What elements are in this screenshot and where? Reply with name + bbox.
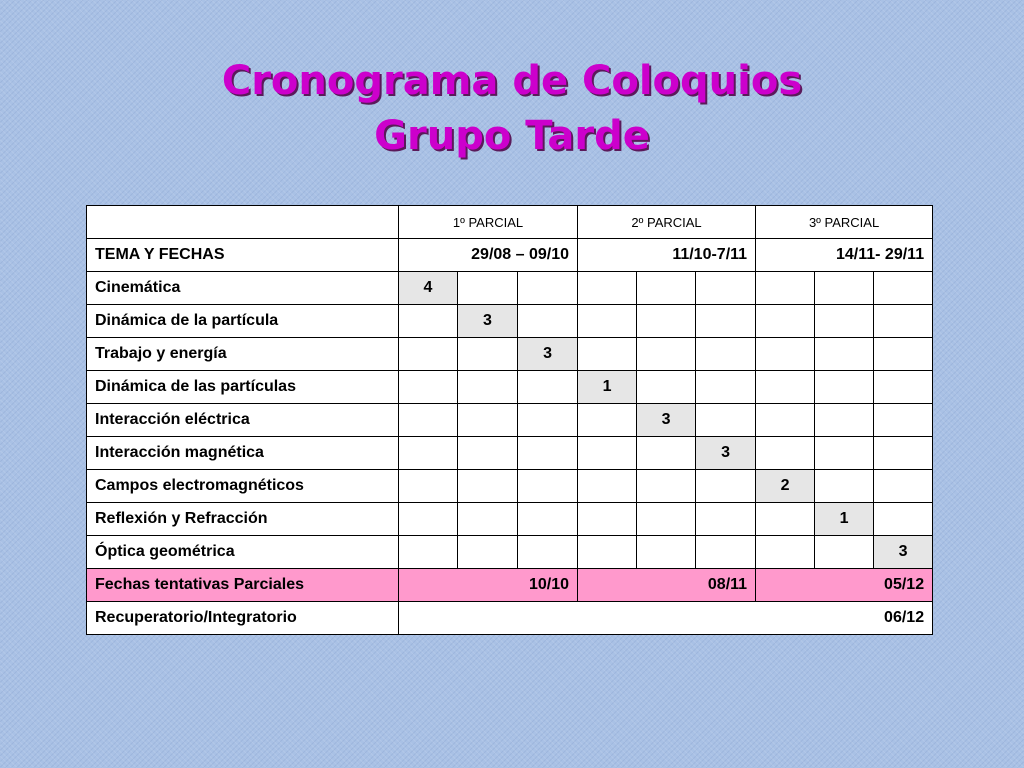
empty-slot-cell xyxy=(399,404,458,437)
header-row xyxy=(87,206,933,239)
empty-slot-cell xyxy=(399,503,458,536)
empty-slot-cell xyxy=(696,536,756,569)
coloquio-count-cell: 3 xyxy=(458,305,518,338)
header-corner-cell xyxy=(87,206,399,239)
header-parcial-2: 2º PARCIAL xyxy=(578,206,756,239)
empty-slot-cell xyxy=(756,305,815,338)
empty-slot-cell xyxy=(458,503,518,536)
empty-slot-cell xyxy=(578,305,637,338)
empty-slot-cell xyxy=(874,272,933,305)
empty-slot-cell xyxy=(518,536,578,569)
empty-slot-cell xyxy=(756,536,815,569)
empty-slot-cell xyxy=(578,338,637,371)
empty-slot-cell xyxy=(578,437,637,470)
topic-label: Campos electromagnéticos xyxy=(87,470,399,503)
fecha-parcial-3: 05/12 xyxy=(756,569,933,602)
empty-slot-cell xyxy=(399,338,458,371)
empty-slot-cell xyxy=(637,536,696,569)
coloquio-count-cell: 3 xyxy=(518,338,578,371)
empty-slot-cell xyxy=(815,272,874,305)
coloquio-count-cell: 3 xyxy=(637,404,696,437)
topic-label: Dinámica de las partículas xyxy=(87,371,399,404)
empty-slot-cell xyxy=(815,470,874,503)
empty-slot-cell xyxy=(637,503,696,536)
topic-label: Interacción magnética xyxy=(87,437,399,470)
date-range-2: 11/10-7/11 xyxy=(578,239,756,272)
topic-row xyxy=(87,272,933,305)
empty-slot-cell xyxy=(756,371,815,404)
recuperatorio-row xyxy=(87,602,933,635)
empty-slot-cell xyxy=(578,536,637,569)
empty-slot-cell xyxy=(696,404,756,437)
recuperatorio-date: 06/12 xyxy=(399,602,933,635)
empty-slot-cell xyxy=(518,470,578,503)
topic-row xyxy=(87,536,933,569)
date-range-1: 29/08 – 09/10 xyxy=(399,239,578,272)
empty-slot-cell xyxy=(637,338,696,371)
recuperatorio-row-label: Recuperatorio/Integratorio xyxy=(87,602,399,635)
empty-slot-cell xyxy=(874,371,933,404)
empty-slot-cell xyxy=(696,305,756,338)
empty-slot-cell xyxy=(696,371,756,404)
fecha-parcial-2: 08/11 xyxy=(578,569,756,602)
empty-slot-cell xyxy=(696,338,756,371)
empty-slot-cell xyxy=(458,470,518,503)
empty-slot-cell xyxy=(458,437,518,470)
empty-slot-cell xyxy=(578,272,637,305)
fechas-row-label: Fechas tentativas Parciales xyxy=(87,569,399,602)
empty-slot-cell xyxy=(399,536,458,569)
empty-slot-cell xyxy=(815,404,874,437)
empty-slot-cell xyxy=(696,470,756,503)
fechas-row xyxy=(87,569,933,602)
empty-slot-cell xyxy=(458,536,518,569)
schedule-table xyxy=(86,205,933,635)
page-subtitle: Grupo Tarde xyxy=(374,113,650,159)
empty-slot-cell xyxy=(518,371,578,404)
empty-slot-cell xyxy=(637,470,696,503)
empty-slot-cell xyxy=(874,470,933,503)
empty-slot-cell xyxy=(815,437,874,470)
empty-slot-cell xyxy=(458,272,518,305)
fecha-parcial-1: 10/10 xyxy=(399,569,578,602)
empty-slot-cell xyxy=(458,338,518,371)
header-parcial-1: 1º PARCIAL xyxy=(399,206,578,239)
empty-slot-cell xyxy=(756,272,815,305)
topic-row xyxy=(87,371,933,404)
topic-row xyxy=(87,437,933,470)
empty-slot-cell xyxy=(696,272,756,305)
topic-label: Dinámica de la partícula xyxy=(87,305,399,338)
topic-label: Óptica geométrica xyxy=(87,536,399,569)
coloquio-count-cell: 1 xyxy=(815,503,874,536)
topic-row xyxy=(87,305,933,338)
date-range-3: 14/11- 29/11 xyxy=(756,239,933,272)
empty-slot-cell xyxy=(637,371,696,404)
empty-slot-cell xyxy=(815,338,874,371)
empty-slot-cell xyxy=(458,371,518,404)
empty-slot-cell xyxy=(518,272,578,305)
empty-slot-cell xyxy=(874,305,933,338)
dates-row-label: TEMA Y FECHAS xyxy=(87,239,399,272)
empty-slot-cell xyxy=(637,272,696,305)
coloquio-count-cell: 2 xyxy=(756,470,815,503)
topic-label: Interacción eléctrica xyxy=(87,404,399,437)
empty-slot-cell xyxy=(874,437,933,470)
empty-slot-cell xyxy=(815,305,874,338)
topic-row xyxy=(87,503,933,536)
empty-slot-cell xyxy=(518,437,578,470)
coloquio-count-cell: 1 xyxy=(578,371,637,404)
empty-slot-cell xyxy=(756,437,815,470)
empty-slot-cell xyxy=(518,305,578,338)
empty-slot-cell xyxy=(815,371,874,404)
empty-slot-cell xyxy=(637,305,696,338)
topic-label: Cinemática xyxy=(87,272,399,305)
empty-slot-cell xyxy=(458,404,518,437)
empty-slot-cell xyxy=(578,470,637,503)
topic-row xyxy=(87,470,933,503)
empty-slot-cell xyxy=(399,305,458,338)
empty-slot-cell xyxy=(815,536,874,569)
empty-slot-cell xyxy=(696,503,756,536)
empty-slot-cell xyxy=(518,503,578,536)
empty-slot-cell xyxy=(399,371,458,404)
page-title: Cronograma de Coloquios xyxy=(221,58,803,104)
empty-slot-cell xyxy=(578,503,637,536)
coloquio-count-cell: 3 xyxy=(696,437,756,470)
empty-slot-cell xyxy=(756,404,815,437)
empty-slot-cell xyxy=(874,338,933,371)
empty-slot-cell xyxy=(756,338,815,371)
empty-slot-cell xyxy=(874,404,933,437)
topic-label: Reflexión y Refracción xyxy=(87,503,399,536)
dates-row xyxy=(87,239,933,272)
header-parcial-3: 3º PARCIAL xyxy=(756,206,933,239)
topic-label: Trabajo y energía xyxy=(87,338,399,371)
empty-slot-cell xyxy=(756,503,815,536)
empty-slot-cell xyxy=(399,437,458,470)
empty-slot-cell xyxy=(637,437,696,470)
coloquio-count-cell: 3 xyxy=(874,536,933,569)
empty-slot-cell xyxy=(578,404,637,437)
empty-slot-cell xyxy=(874,503,933,536)
coloquio-count-cell: 4 xyxy=(399,272,458,305)
empty-slot-cell xyxy=(518,404,578,437)
empty-slot-cell xyxy=(399,470,458,503)
topic-row xyxy=(87,338,933,371)
topic-row xyxy=(87,404,933,437)
